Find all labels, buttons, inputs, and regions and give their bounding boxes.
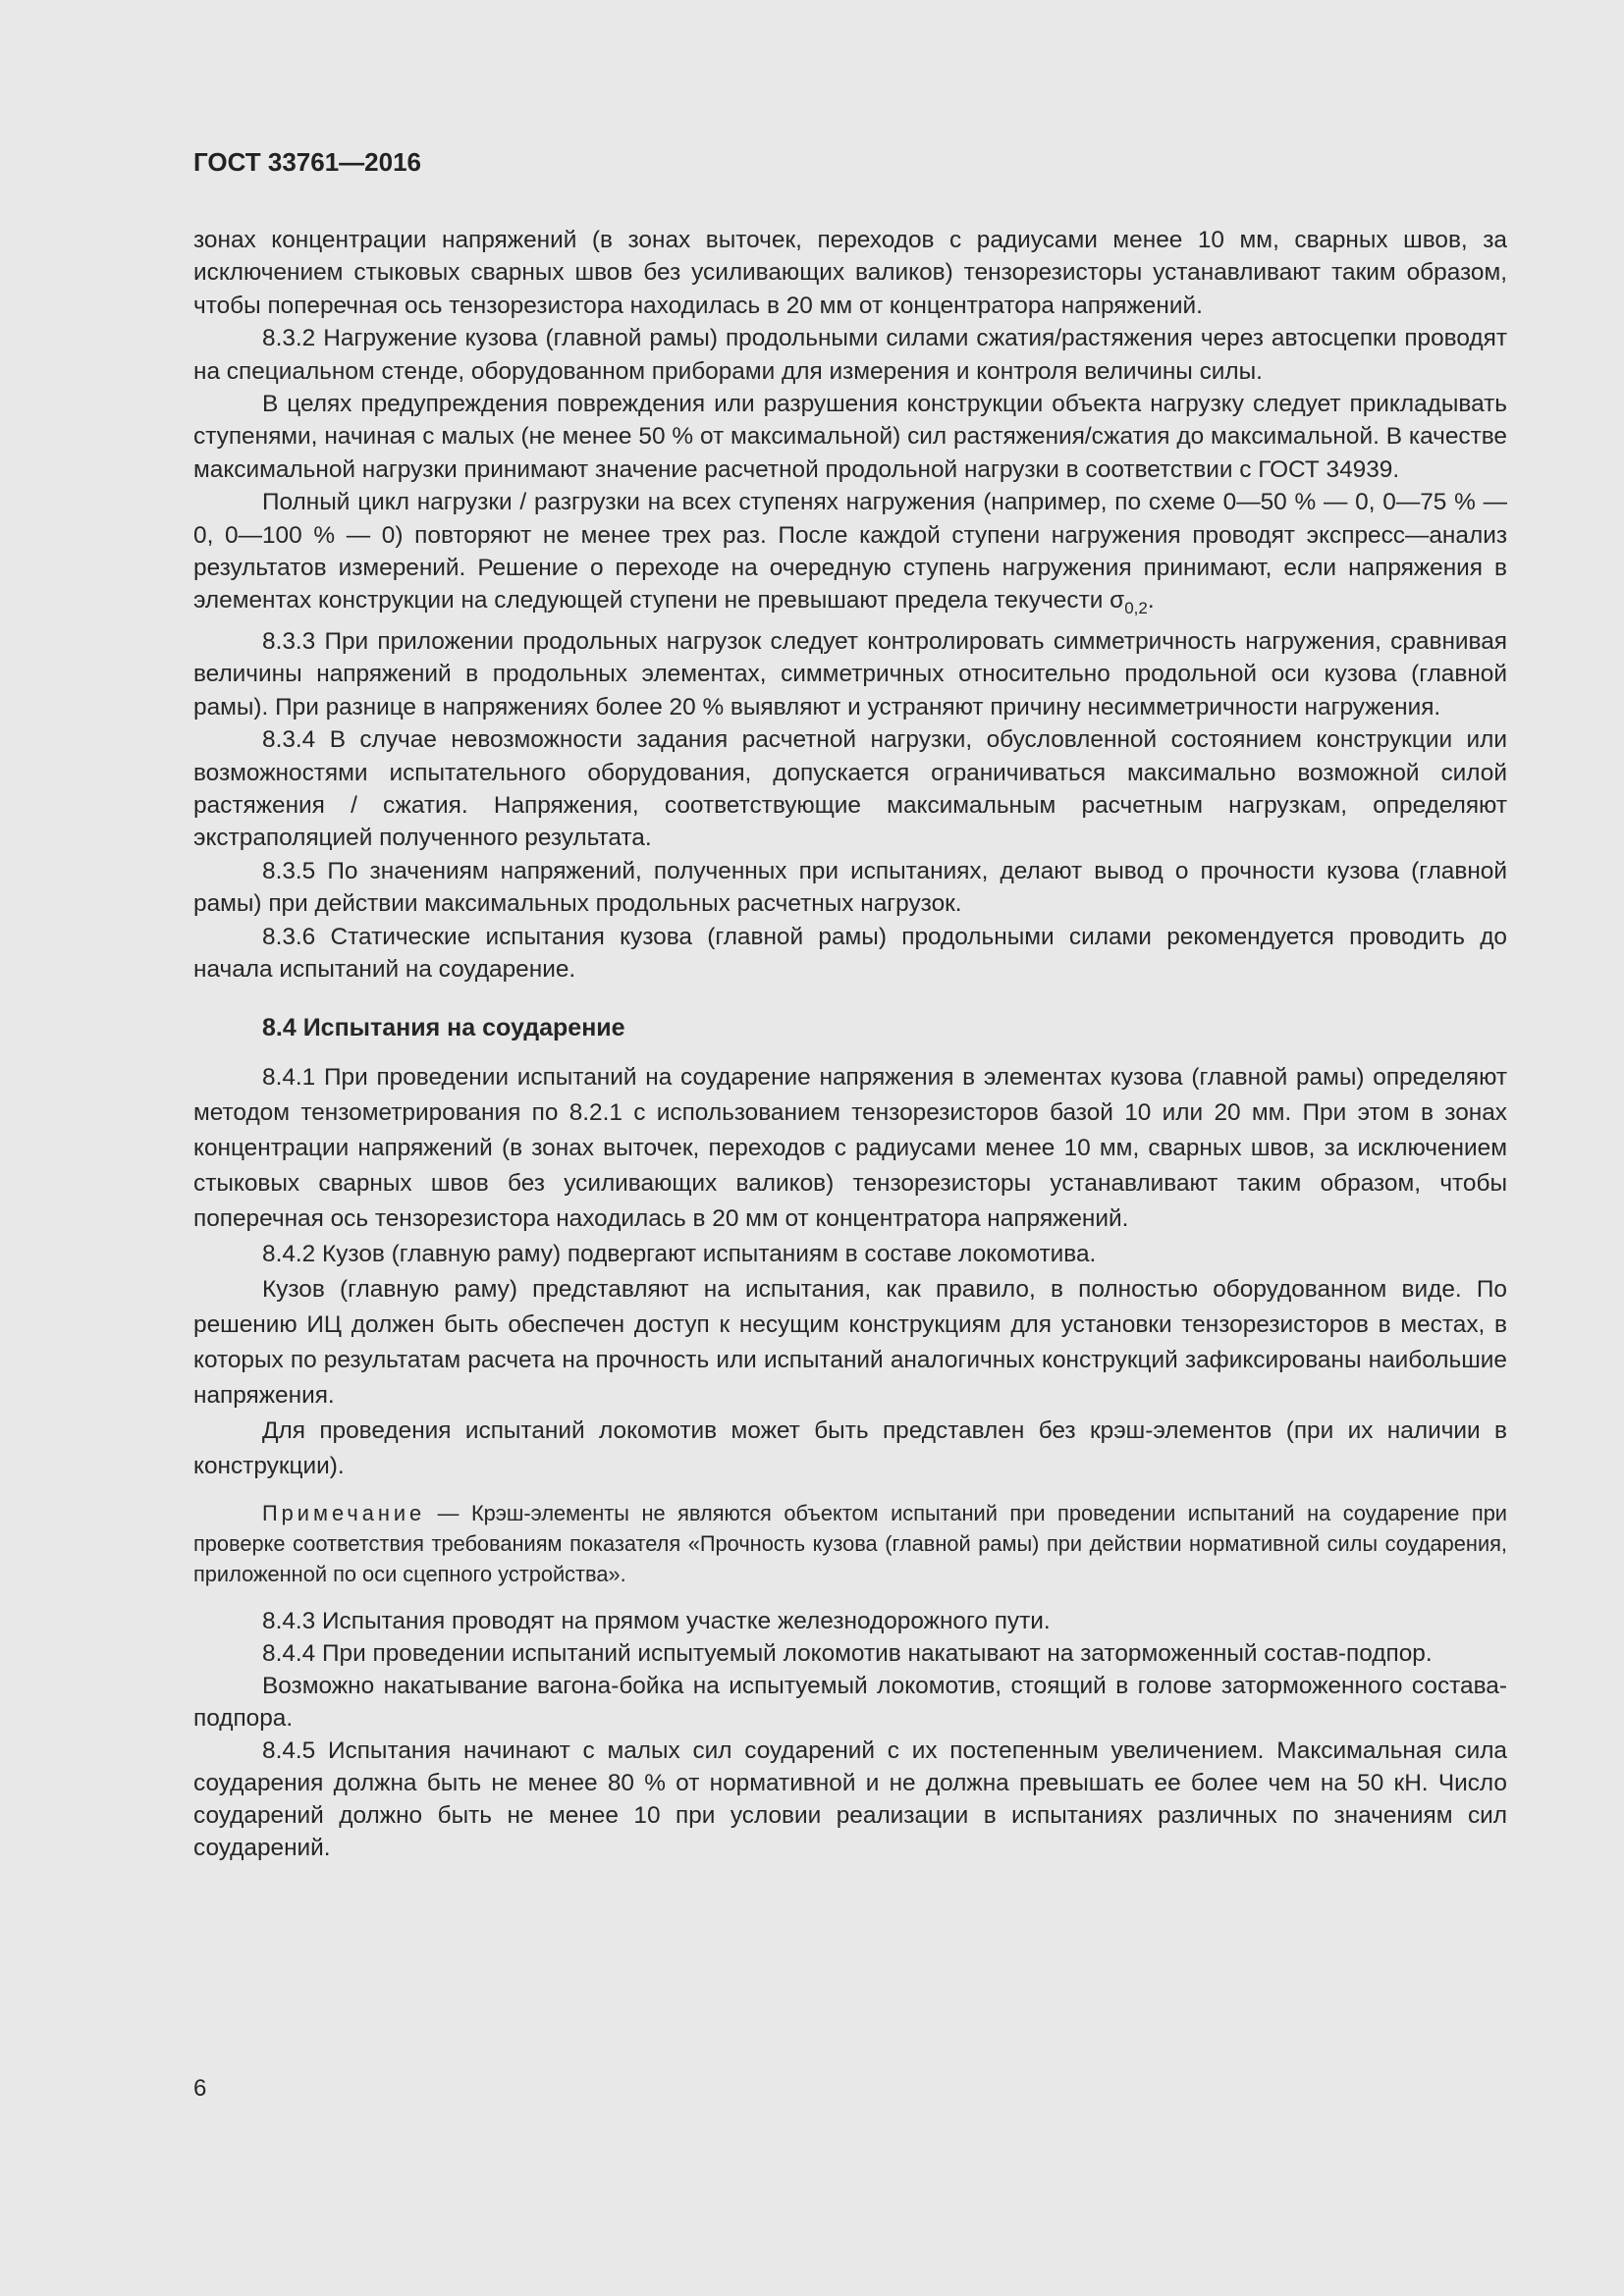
paragraph-body-presentation: Кузов (главную раму) представляют на испытания, как правило, в полностью оборудованном виде. По решению ИЦ должен быть обеспечен доступ к несущим конструкциям для установки тензорезисторов в местах, в которых по результатам расчета на прочность или испытаний аналогичных конструкций зафиксированы наибольшие напряжения. xyxy=(193,1276,1507,1410)
paragraph-8-4-1: 8.4.1 При проведении испытаний на соударение напряжения в элементах кузова (главной рамы) определяют методом тензометрирования по 8.2.1 с использованием тензорезисторов базой 10 или 20 мм. При этом в зонах концентрации напряжений (в зонах выточек, переходов с радиусами менее 10 мм, сварных швов, за исключением стыковых сварных швов без усиливающих валиков) тензорезисторы устанавливают таким образом, чтобы поперечная ось тензорезистора находилась в 20 мм от концентратора напряжений. xyxy=(193,1064,1507,1233)
page-number: 6 xyxy=(193,2075,207,2102)
paragraph-wagon-impact: Возможно накатывание вагона-бойка на испытуемый локомотив, стоящий в голове заторможенного состава-подпора. xyxy=(193,1673,1507,1733)
paragraph-load-steps: В целях предупреждения повреждения или разрушения конструкции объекта нагрузку следует прикладывать ступенями, начиная с малых (не менее 50 % от максимальной) сил растяжения/сжатия до максимальной. В качестве максимальной нагрузки принимают значение расчетной продольной нагрузки в соответствии с ГОСТ 34939. xyxy=(193,391,1507,483)
load-cycle-end: . xyxy=(1147,587,1155,614)
load-cycle-text: Полный цикл нагрузки / разгрузки на всех ступенях нагружения (например, по схеме 0—50 % — 0, 0—75 % — 0, 0—100 % — 0) повторяют не менее трех раз. После каждой ступени нагружения проводят экспресс—анализ результатов измерений. Решение о переходе на очередную ступень нагружения принимают, если напряжения в элементах конструкции на следующей ступени не превышают предела текучести σ xyxy=(193,489,1507,614)
paragraph-8-4-2: 8.4.2 Кузов (главную раму) подвергают испытаниям в составе локомотива. xyxy=(262,1241,1097,1268)
paragraph-8-3-5: 8.3.5 По значениям напряжений, полученных при испытаниях, делают вывод о прочности кузова (главной рамы) при действии максимальных продольных расчетных нагрузок. xyxy=(193,857,1507,918)
note-block xyxy=(193,1498,1507,1589)
paragraph-8-4-4: 8.4.4 При проведении испытаний испытуемый локомотив накатывают на заторможенный состав-подпор. xyxy=(262,1640,1433,1668)
paragraph-8-4-3: 8.4.3 Испытания проводят на прямом участке железнодорожного пути. xyxy=(262,1608,1051,1635)
paragraph-8-3-6: 8.3.6 Статические испытания кузова (главной рамы) продольными силами рекомендуется проводить до начала испытаний на соударение. xyxy=(193,923,1507,983)
paragraph-continuation: зонах концентрации напряжений (в зонах выточек, переходов с радиусами менее 10 мм, сварных швов, за исключением стыковых сварных швов без усиливающих валиков) тензорезисторы устанавливают таким образом, чтобы поперечная ось тензорезистора находилась в 20 мм от концентратора напряжений. xyxy=(193,227,1507,319)
paragraph-8-3-2: 8.3.2 Нагружение кузова (главной рамы) продольными силами сжатия/растяжения через автосцепки проводят на специальном стенде, оборудованном приборами для измерения и контроля величины силы. xyxy=(193,325,1507,385)
paragraph-load-cycle xyxy=(193,486,1507,625)
note-label: Примечание xyxy=(262,1501,426,1526)
paragraph-crash-elements: Для проведения испытаний локомотив может быть представлен без крэш-элементов (при их наличии в конструкции). xyxy=(193,1417,1507,1480)
note-text: — Крэш-элементы не являются объектом испытаний при проведении испытаний на соударение при проверке соответствия требованиям показателя «Прочность кузова (главной рамы) при действии нормативной силы соударения, приложенной по оси сцепного устройства». xyxy=(193,1501,1507,1587)
document-body xyxy=(193,224,1507,1864)
paragraph-8-4-5: 8.4.5 Испытания начинают с малых сил соударений с их постепенным увеличением. Максимальная сила соударения должна быть не менее 80 % от нормативной и не должна превышать ее более чем на 50 кН. Число соударений должно быть не менее 10 при условии реализации в испытаниях различных по значениям сил соударений. xyxy=(193,1737,1507,1862)
paragraph-8-3-3: 8.3.3 При приложении продольных нагрузок следует контролировать симметричность нагружения, сравнивая величины напряжений в продольных элементах, симметричных относительно продольной оси кузова (главной рамы). При разнице в напряжениях более 20 % выявляют и устраняют причину несимметричности нагружения. xyxy=(193,627,1507,721)
section-heading-8-4: 8.4 Испытания на соударение xyxy=(262,1014,625,1042)
yield-subscript: 0,2 xyxy=(1124,599,1148,618)
paragraph-8-3-4: 8.3.4 В случае невозможности задания расчетной нагрузки, обусловленной состоянием конструкции или возможностями испытательного оборудования, допускается ограничиваться максимально возможной силой растяжения / сжатия. Напряжения, соответствующие максимальным расчетным нагрузкам, определяют экстраполяцией полученного результата. xyxy=(193,726,1507,852)
document-header: ГОСТ 33761—2016 xyxy=(193,147,421,177)
